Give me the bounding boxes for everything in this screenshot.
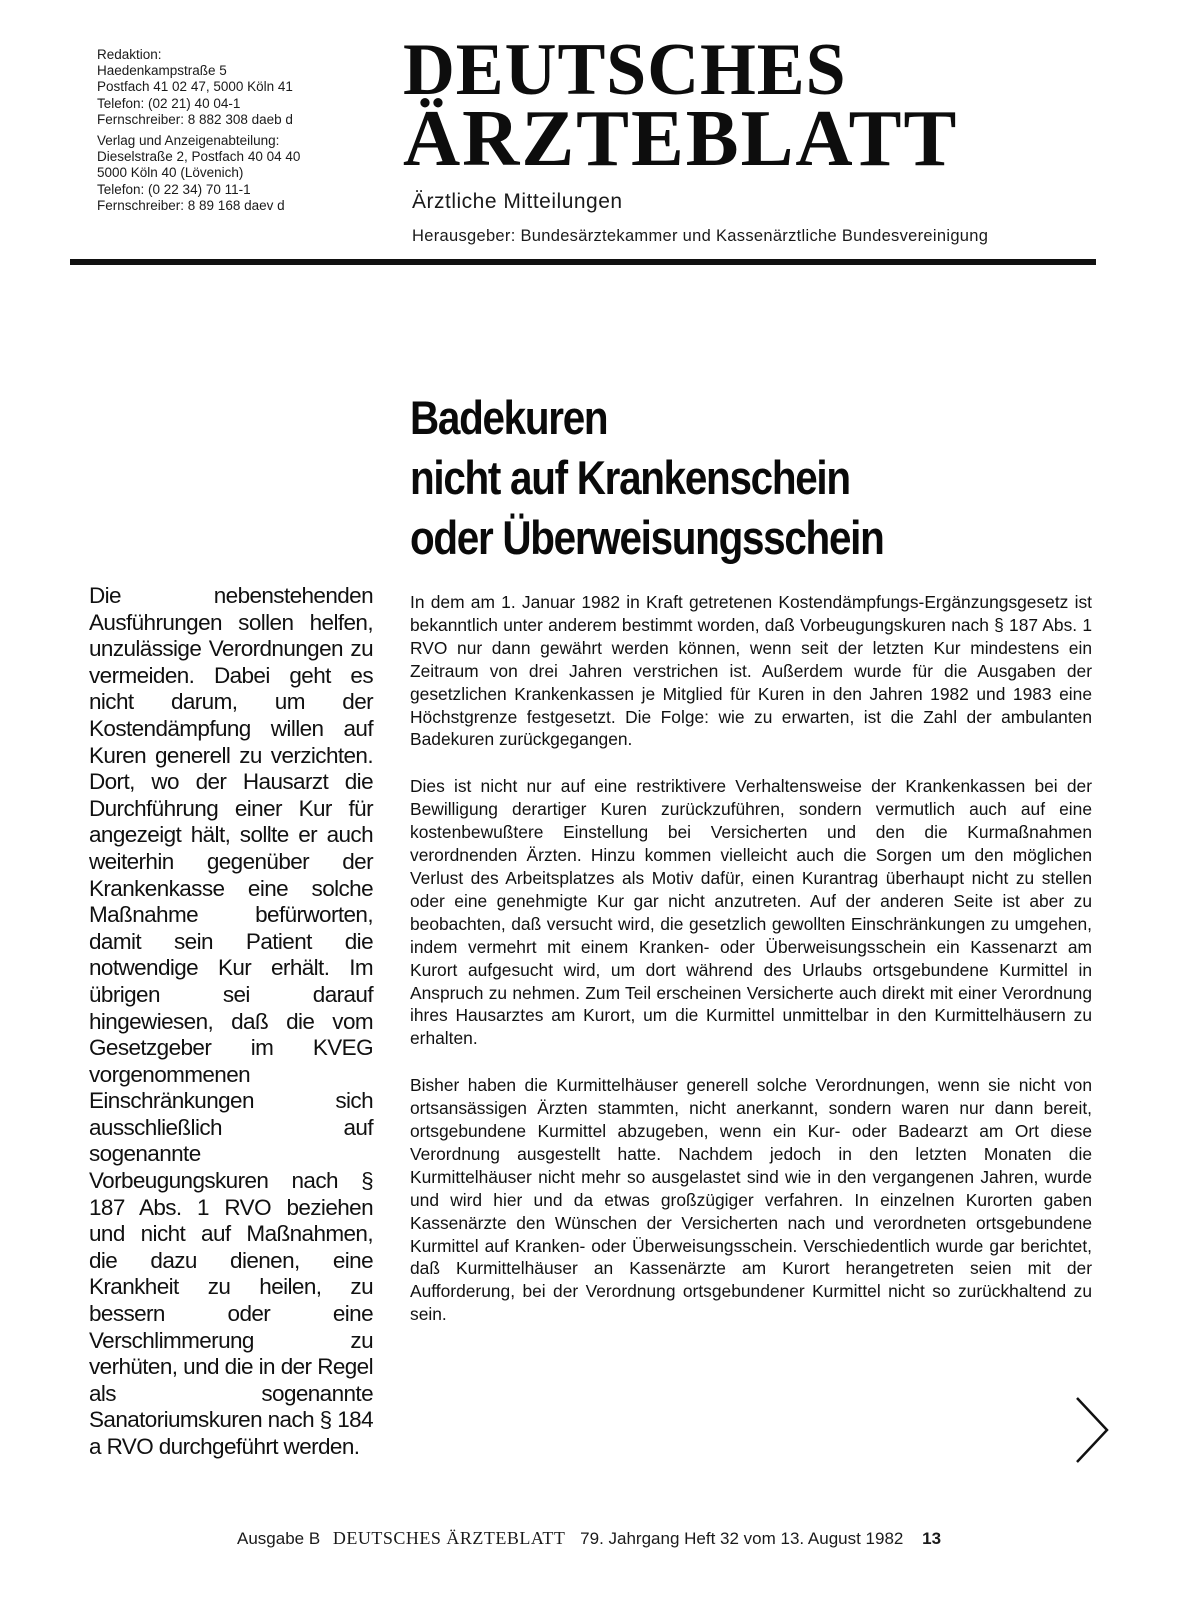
publisher-contact-line: Fernschreiber: 8 89 168 daev d xyxy=(97,197,285,213)
journal-subtitle: Ärztliche Mitteilungen xyxy=(412,190,623,213)
headline-line: Badekuren xyxy=(410,391,608,444)
publisher-contact-line: Dieselstraße 2, Postfach 40 04 40 xyxy=(97,149,301,165)
publisher-contact-line: Verlag und Anzeigenabteilung: xyxy=(97,133,280,149)
publisher-contact-line: 5000 Köln 40 (Lövenich) xyxy=(97,165,244,181)
body-paragraph: Bisher haben die Kurmittelhäuser generell solche Verordnungen, wenn sie nicht von ortsansässigen Ärzten stammten, nicht anerkannt, sondern waren nur dann bereit, ortsgebundene Kurmittel abzugeben, wenn ein Kur- oder Badearzt am Ort diese Verordnung ausgestellt hatte. Nachdem jedoch in den letzten Monaten die Kurmittelhäuser nicht mehr so ausgelastet sind wie in den vergangenen Jahren, wurde und wird hier und da etwas großzügiger verfahren. In einzelnen Kurorten gaben Kassenärzte den Wünschen der Versicherten nach und verordneten ortsgebundene Kurmittel auf Kranken- oder Überweisungsschein. Verschiedentlich wurde gar berichtet, daß Kurmittelhäuser an Kassenärzte am Kurort herangetreten seien mit der Aufforderung, bei der Verordnung ortsgebundener Kurmittel nicht so zurückhaltend zu sein. xyxy=(410,1075,1092,1325)
publisher-contact-line: Telefon: (0 22 34) 70 11-1 xyxy=(97,181,251,197)
contact-line: Haedenkampstraße 5 xyxy=(97,63,227,79)
sidebar-note: Die nebenstehenden Ausführungen sollen helfen, unzulässige Verordnungen zu vermeiden. Dabei geht es nicht darum, um der Kostendämpfung willen auf Kuren generell zu verzichten. Dort, wo der Hausarzt die Durchführung einer Kur für angezeigt hält, sollte er auch weiterhin gegenüber der Krankenkasse eine solche Maßnahme befürworten, damit sein Patient die notwendige Kur erhält. Im übrigen sei darauf hingewiesen, daß die vom Gesetzgeber im KVEG vorgenommenen Einschränkungen sich ausschließlich auf sogenannte Vorbeugungskuren nach § 187 Abs. 1 RVO beziehen und nicht auf Maßnahmen, die dazu dienen, eine Krankheit zu heilen, zu bessern oder eine Verschlimmerung zu verhüten, und die in der Regel als sogenannte Sanatoriumskuren nach § 184 a RVO durchgeführt werden. xyxy=(89,583,373,1459)
footer-publication: DEUTSCHES ÄRZTEBLATT xyxy=(332,1528,566,1548)
contact-line: Postfach 41 02 47, 5000 Köln 41 xyxy=(97,79,293,95)
body-paragraph: Dies ist nicht nur auf eine restriktivere Verhaltensweise der Krankenkassen bei der Bewilligung derartiger Kuren zurückzuführen, sondern vermutlich auch auf eine kostenbewußtere Einstellung bei Versicherten und den die Kurmaßnahmen verordnenden Ärzten. Hinzu kommen vielleicht auch die Sorgen um den möglichen Verlust des Arbeitsplatzes als Motiv dafür, einen Kurantrag überhaupt nicht zu stellen oder eine genehmigte Kur gar nicht anzutreten. Auf der anderen Seite ist aber zu beobachten, daß versucht wird, die gesetzlich gewollten Einschränkungen zu umgehen, indem vermehrt mit einem Kranken- oder Überweisungsschein ein Kassenarzt am Kurort aufgesucht wird, um dort während des Urlaubs ortsgebundene Kurmittel in Anspruch zu nehmen. Zum Teil erscheinen Versicherte auch direkt mit einer Verordnung ihres Hausarztes am Kurort, um die Kurmittel unmittelbar in den Kurmittelhäusern zu erhalten. xyxy=(410,776,1092,1049)
contact-line: Redaktion: xyxy=(97,47,162,62)
contact-line: Telefon: (02 21) 40 04-1 xyxy=(97,95,241,111)
page-number: 13 xyxy=(922,1529,942,1548)
logo-line-2: ÄRZTEBLATT xyxy=(403,95,959,183)
footer-edition: Ausgabe B xyxy=(237,1529,321,1548)
article-headline xyxy=(410,388,1110,568)
continue-arrow-icon xyxy=(1074,1395,1110,1465)
journal-logo xyxy=(403,29,1083,183)
body-paragraph: In dem am 1. Januar 1982 in Kraft getretenen Kostendämpfungs-Ergänzungsgesetz ist bekanntlich unter anderem bestimmt worden, daß Vorbeugungskuren nach § 187 Abs. 1 RVO nur dann gewährt werden können, wenn seit der letzten Kur mindestens ein Zeitraum von drei Jahren verstrichen ist. Außerdem wurde für die Ausgaben der gesetzlichen Krankenkassen je Mitglied für Kuren in den Jahren 1982 und 1983 eine Höchstgrenze festgesetzt. Die Folge: wie zu erwarten, ist die Zahl der ambulanten Badekuren zurückgegangen. xyxy=(410,592,1092,750)
masthead-contact-block xyxy=(97,47,387,214)
footer-issue: 79. Jahrgang Heft 32 vom 13. August 1982 xyxy=(580,1529,904,1548)
journal-publisher: Herausgeber: Bundesärztekammer und Kassenärztliche Bundesvereinigung xyxy=(412,227,989,245)
masthead-rule xyxy=(70,259,1096,265)
article-body xyxy=(410,591,1092,1350)
contact-line: Fernschreiber: 8 882 308 daeb d xyxy=(97,111,293,127)
headline-line: nicht auf Krankenschein xyxy=(410,451,850,504)
headline-line: oder Überweisungsschein xyxy=(410,511,884,564)
page-footer xyxy=(237,1528,1097,1549)
logo-line-1: DEUTSCHES xyxy=(403,29,847,111)
